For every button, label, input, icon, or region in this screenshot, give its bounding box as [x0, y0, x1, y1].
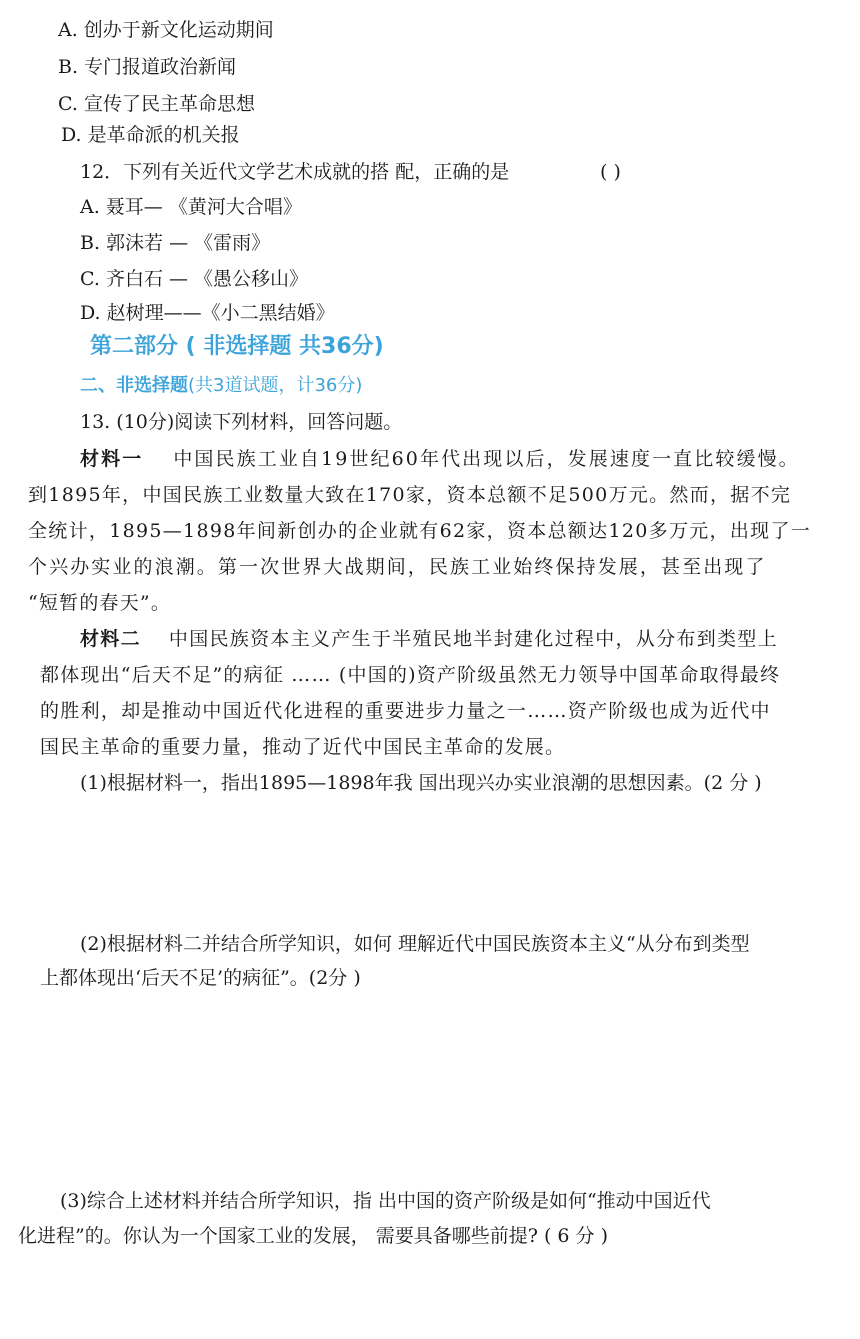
q11-option-a: A. 创办于新文化运动期间 [58, 19, 274, 41]
material-1-line: 全统计，1895—1898年间新创办的企业就有62家，资本总额达120多万元，出现了一 [28, 520, 812, 542]
q11-option-b: B. 专门报道政治新闻 [58, 56, 237, 78]
q12-stem: 12．下列有关近代文学艺术成就的搭 配，正确的是 [80, 161, 510, 183]
material-2-line: 国民主革命的重要力量，推动了近代中国民主革命的发展。 [40, 736, 566, 758]
q13-stem: 13. (10分)阅读下列材料，回答问题。 [80, 411, 403, 433]
q12-option-d: D. 赵树理——《小二黑结婚》 [80, 302, 335, 324]
material-1-label: 材料一 [80, 448, 144, 470]
q12-answer-bracket: ( ) [600, 161, 621, 183]
material-2-label: 材料二 [80, 628, 141, 650]
material-2-line: 都体现出“后天不足”的病征 …… (中国的)资产阶级虽然无力领导中国革命取得最终 [40, 664, 781, 686]
part2-title: 第二部分 ( 非选择题 共36分) [90, 334, 384, 359]
q13-sub3-line1: (3)综合上述材料并结合所学知识，指 出中国的资产阶级是如何“推动中国近代 [60, 1190, 711, 1212]
q11-option-d: D. 是革命派的机关报 [61, 124, 240, 146]
material-1-line: 到1895年，中国民族工业数量大致在170家，资本总额不足500万元。然而，据不完 [28, 484, 792, 506]
q12-option-c: C. 齐白石 — 《愚公移山》 [80, 268, 309, 290]
material-1-line: 个兴办实业的浪潮。第一次世界大战期间，民族工业始终保持发展，甚至出现了 [28, 556, 767, 578]
q13-sub2-line2: 上都体现出‘后天不足’的病征”。(2分 ) [40, 967, 361, 989]
material-2-line: 的胜利，却是推动中国近代化进程的重要进步力量之一……资产阶级也成为近代中 [40, 700, 771, 722]
material-2-line: 中国民族资本主义产生于半殖民地半封建化过程中，从分布到类型上 [168, 628, 778, 650]
section-title: 二、非选择题 [80, 375, 188, 396]
material-1-line: 中国民族工业自19世纪60年代出现以后，发展速度一直比较缓慢。 [173, 448, 800, 470]
q12-option-a: A. 聂耳— 《黄河大合唱》 [80, 196, 302, 218]
section-heading [80, 373, 362, 399]
q13-sub3-line2: 化进程”的。你认为一个国家工业的发展， 需要具备哪些前提? ( 6 分 ) [18, 1225, 609, 1247]
q13-sub1: (1)根据材料一，指出1895—1898年我 国出现兴办实业浪潮的思想因素。(2 分 ) [80, 772, 762, 794]
material-1-line: “短暂的春天”。 [28, 592, 172, 614]
material-2 [40, 621, 840, 765]
material-1 [28, 441, 838, 621]
section-note: (共3道试题，计36分) [188, 375, 363, 396]
q12-option-b: B. 郭沫若 — 《雷雨》 [80, 232, 271, 254]
q13-sub2-line1: (2)根据材料二并结合所学知识，如何 理解近代中国民族资本主义“从分布到类型 [80, 933, 750, 955]
q11-option-c: C. 宣传了民主革命思想 [58, 93, 255, 115]
